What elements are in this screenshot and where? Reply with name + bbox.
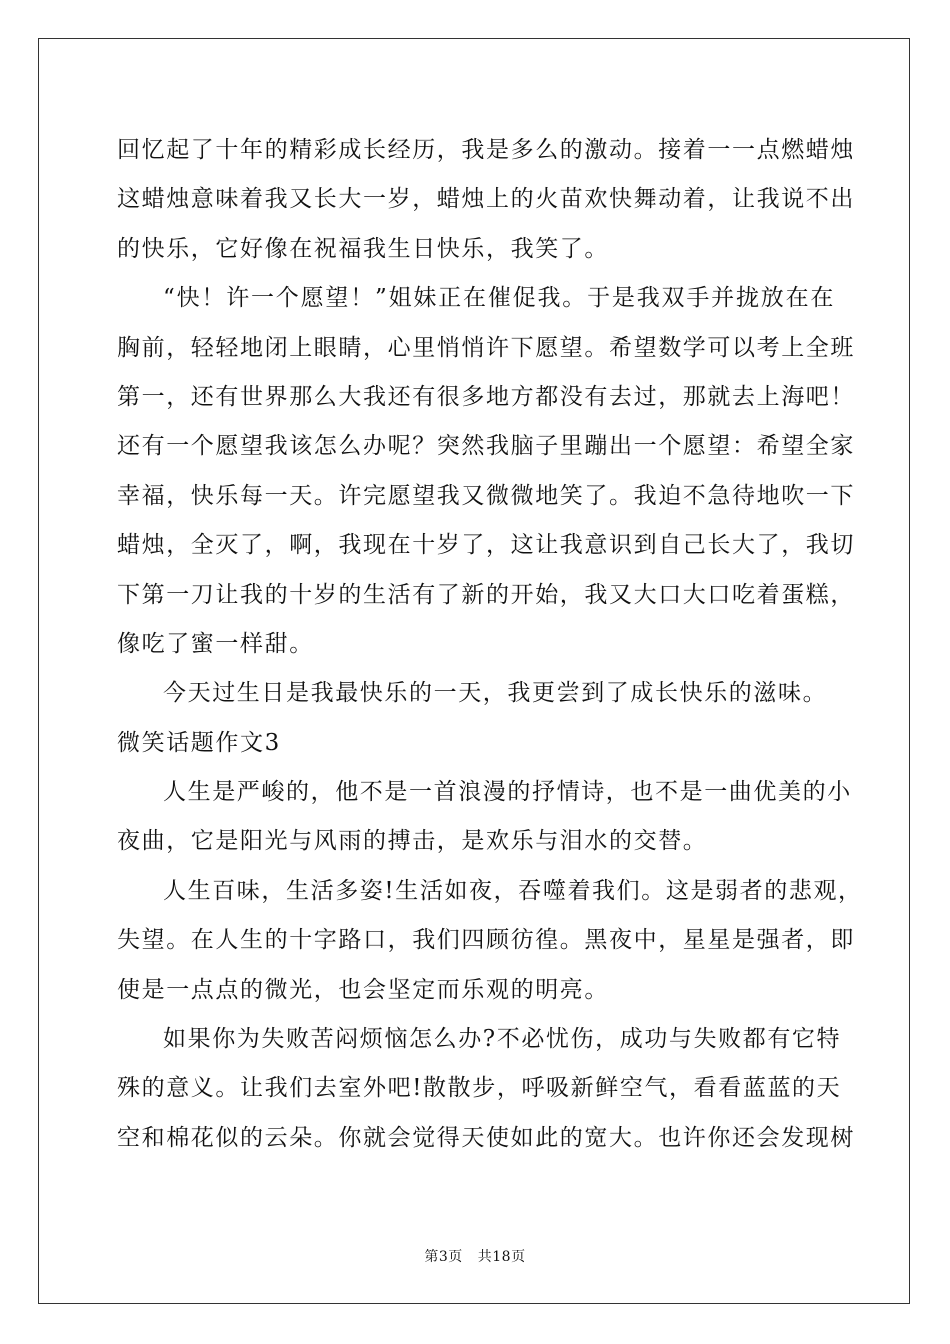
text-line: 使是一点点的微光，也会坚定而乐观的明亮。: [117, 976, 609, 1003]
text-line: 像吃了蜜一样甜。: [117, 630, 314, 657]
text-line: 今天过生日是我最快乐的一天，我更尝到了成长快乐的滋味。: [163, 680, 828, 707]
current-page-number: 第3页: [424, 1249, 463, 1265]
text-line: 这蜡烛意味着我又长大一岁，蜡烛上的火苗欢快舞动着，让我说不出: [117, 186, 855, 213]
text-line: 蜡烛，全灭了，啊，我现在十岁了，这让我意识到自己长大了，我切: [117, 532, 855, 559]
text-line: 还有一个愿望我该怎么办呢？突然我脑子里蹦出一个愿望：希望全家: [117, 433, 855, 460]
text-line: 夜曲，它是阳光与风雨的搏击，是欢乐与泪水的交替。: [117, 828, 708, 855]
text-line: 空和棉花似的云朵。你就会觉得天使如此的宽大。也许你还会发现树: [117, 1124, 855, 1151]
page-footer: [0, 1246, 950, 1266]
text-line: 胸前，轻轻地闭上眼睛，心里悄悄许下愿望。希望数学可以考上全班: [117, 334, 855, 361]
text-line: 失望。在人生的十字路口，我们四顾彷徨。黑夜中，星星是强者，即: [117, 927, 855, 954]
text-line: 第一，还有世界那么大我还有很多地方都没有去过，那就去上海吧！: [117, 383, 855, 410]
text-line: 回忆起了十年的精彩成长经历，我是多么的激动。接着一一点燃蜡烛: [117, 137, 855, 163]
text-line: 殊的意义。让我们去室外吧!散散步，呼吸新鲜空气，看看蓝蓝的天: [117, 1075, 842, 1102]
text-line: 如果你为失败苦闷烦恼怎么办?不必忧伤，成功与失败都有它特: [163, 1026, 842, 1053]
text-line: “快！许一个愿望！”姐妹正在催促我。于是我双手并拢放在在: [163, 285, 835, 312]
text-line: 人生百味，生活多姿!生活如夜，吞噬着我们。这是弱者的悲观，: [163, 877, 863, 904]
text-line: 的快乐，它好像在祝福我生日快乐，我笑了。: [117, 235, 609, 262]
total-page-count: 共18页: [477, 1249, 526, 1265]
text-line: 下第一刀让我的十岁的生活有了新的开始，我又大口大口吃着蛋糕，: [117, 581, 855, 608]
text-line: 人生是严峻的，他不是一首浪漫的抒情诗，也不是一曲优美的小: [163, 779, 852, 806]
text-line: 微笑话题作文3: [117, 729, 281, 756]
document-body: [117, 126, 863, 1163]
text-line: 幸福，快乐每一天。许完愿望我又微微地笑了。我迫不急待地吹一下: [117, 482, 855, 509]
